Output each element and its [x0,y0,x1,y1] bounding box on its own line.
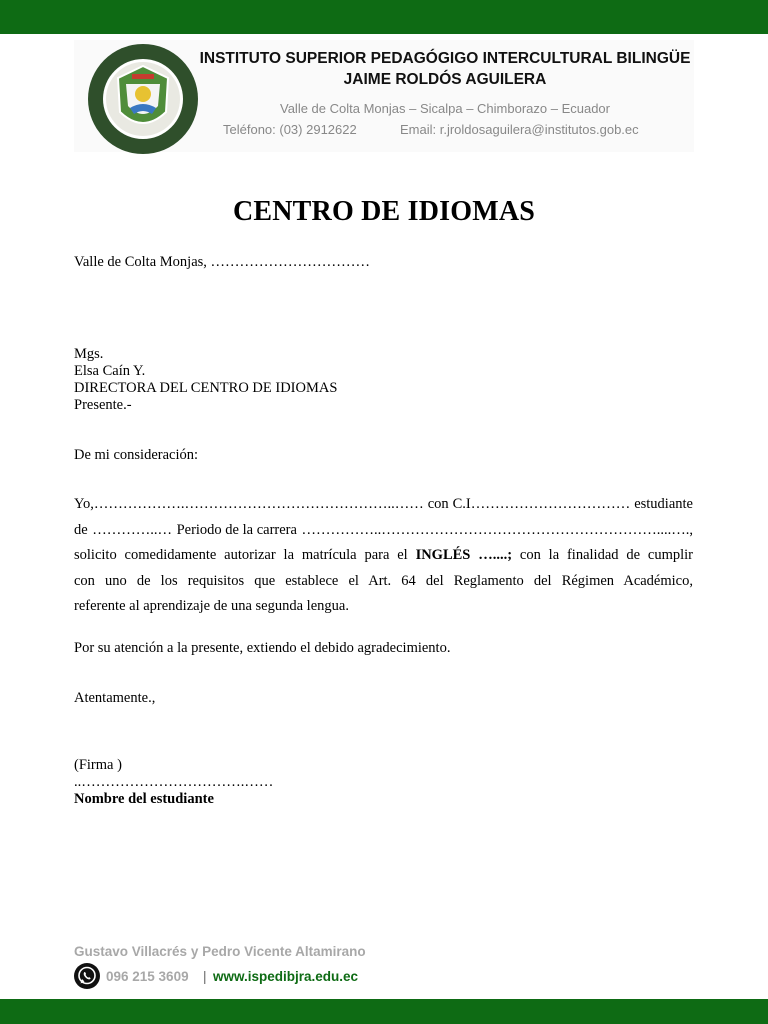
top-green-bar [0,0,768,34]
period-label: Periodo de la carrera [176,522,297,538]
thanks-paragraph: Por su atención a la presente, extiendo el debido agradecimiento. [74,640,451,656]
footer-phone: 096 215 3609 [106,969,189,984]
body-line-5: referente al aprendizaje de una segunda lengua. [74,598,349,614]
recipient-presente: Presente.- [74,397,132,413]
institution-name-line2: JAIME ROLDÓS AGUILERA [343,71,547,88]
semester-blank: …………..… [92,522,172,538]
signature-label: (Firma ) [74,757,122,773]
place-date-line: Valle de Colta Monjas, …………………………… [74,254,371,270]
footer-website-link[interactable]: www.ispedibjra.edu.ec [213,969,359,984]
footer-separator: | [203,969,207,984]
recipient-position: DIRECTORA DEL CENTRO DE IDIOMAS [74,380,338,396]
document-title: CENTRO DE IDIOMAS [232,196,536,227]
institution-seal-logo [86,42,200,156]
purpose-text: con la finalidad de cumplir [512,547,693,563]
ci-label: con [427,496,449,512]
institution-address: Valle de Colta Monjas – Sicalpa – Chimborazo – Ecuador [280,101,610,116]
closing: Atentamente., [74,690,156,706]
career-blank: ……………..…………………………………………………....…., [301,522,693,538]
institution-name-line1: INSTITUTO SUPERIOR PEDAGÓGIGO INTERCULTURAL BILINGÜE [199,50,691,67]
bottom-green-bar [0,999,768,1024]
recipient-title: Mgs. [74,346,104,362]
english-level-blank: INGLÉS …....; [415,547,513,563]
request-text: solicito comedidamente autorizar la matrícula para el [74,547,416,563]
body-line-4: con uno de los requisitos que establece el Art. 64 del Reglamento del Régimen Académico, [74,573,693,589]
recipient-name: Elsa Caín Y. [74,363,146,379]
institution-email: Email: r.jroldosaguilera@institutos.gob.ec [400,122,639,137]
signature-line: ..…………………………….…… [74,774,274,790]
student-name-blank: Yo,……………….……………………………………..…… [74,496,424,512]
greeting: De mi consideración: [74,447,199,463]
de-label: de [74,522,88,538]
body-line-1 [74,496,693,513]
ci-blank: C.I…………………………… [452,496,631,512]
institution-phone: Teléfono: (03) 2912622 [223,122,357,137]
body-line-3 [74,547,693,564]
student-name-label: Nombre del estudiante [74,791,214,807]
whatsapp-icon [74,963,100,989]
footer-authors: Gustavo Villacrés y Pedro Vicente Altamirano [74,944,366,959]
body-line-2 [74,522,693,539]
student-label: estudiante [634,496,693,512]
